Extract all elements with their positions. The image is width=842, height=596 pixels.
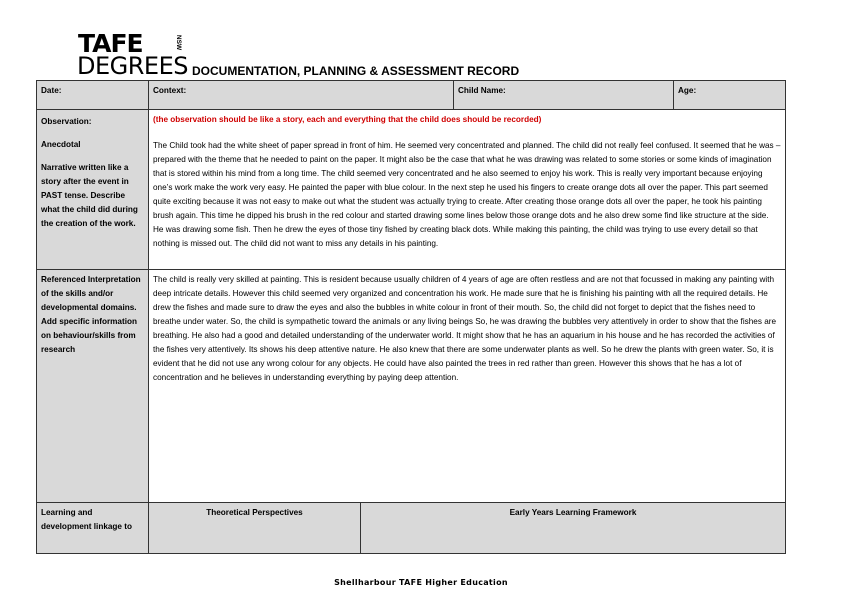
narrative-instructions: Narrative written like a story after the event in PAST tense. Describe what the child did during the creation of the work. (41, 163, 138, 228)
logo-nsw-text: NSW (175, 34, 183, 51)
logo-degrees-text: DEGREES (77, 52, 188, 80)
anecdotal-label: Anecdotal (41, 140, 81, 149)
logo-tafe-text: TAFE (78, 29, 143, 58)
observation-label: Observation: (41, 117, 92, 126)
observation-row (37, 110, 786, 270)
page-footer: Shellharbour TAFE Higher Education (334, 578, 508, 587)
child-name-cell[interactable]: Child Name: (454, 81, 674, 110)
theoretical-perspectives-heading: Theoretical Perspectives (206, 508, 303, 517)
header-row (37, 81, 786, 110)
document-title: DOCUMENTATION, PLANNING & ASSESSMENT RECORD (192, 64, 520, 78)
interpretation-label-cell (37, 270, 149, 503)
context-cell[interactable]: Context: (149, 81, 454, 110)
interpretation-row (37, 270, 786, 503)
observation-text-cell[interactable] (149, 110, 786, 270)
observation-label-cell (37, 110, 149, 270)
date-cell[interactable]: Date: (37, 81, 149, 110)
linkage-label-cell (37, 503, 149, 554)
theoretical-perspectives-cell[interactable] (149, 503, 361, 554)
record-table (36, 80, 786, 554)
eylf-cell[interactable] (361, 503, 786, 554)
interpretation-label: Referenced Interpretation of the skills and/or developmental domains. Add specific information on behaviour/skills from research (41, 275, 141, 354)
interpretation-text-cell[interactable] (149, 270, 786, 503)
age-cell[interactable]: Age: (674, 81, 786, 110)
observation-instruction: (the observation should be like a story, each and everything that the child does should be recorded) (153, 115, 542, 124)
linkage-label: Learning and development linkage to (41, 508, 132, 531)
eylf-heading: Early Years Learning Framework (509, 508, 637, 517)
interpretation-text: The child is really very skilled at painting. This is resident because usually children of 4 years of age are often restless and are not that focussed in making any painting with deep intricate details. However this child seemed very organized and concentration his work. He made sure that he is finishing his painting with all the required details. He drew the fishes and made sure to draw the eyes and also the bubbles in white colour in front of their mouth. So, the child did not forget to depict that the fishes need to breathe under water. So, the child is sympathetic toward the animals or any living beings So, he was drawing the bubbles very attentively in order to show that the fishes are breathing. He also had a good and detailed understanding of the underwater world. It might show that he has an aquarium in his house and he has recorded the activities of the fishes very attentively. Its shows his deep attentive nature. He also knew that there are some underwater plants as well. So he drew the plants with green water. So, it is evident that he did not use any wrong colour for any objects. He could have also painted the trees in red rather than green. However this shows that he has a lot of concentration and he believes in understanding everything by paying deep attention. (153, 275, 777, 382)
observation-text: The Child took had the white sheet of paper spread in front of him. He seemed very concentrated and planned. The child did not really feel confused. It seemed that he was –prepared with the theme that he needed to paint on the paper. It might also be the case that what he was drawing was related to some stories or some kinds of imagination that is stored within his mind from a long time. The child seemed very concentrated and he also seemed to enjoy his work. This is really very important because enjoying one’s work make the work very easy. He painted the paper with blue colour. In the next step he used his fingers to create orange dots all over the paper. This part seemed quite exciting because it was not easy to make out what the student was actually trying to create. After creating those orange dots all over the paper, he took his painting brush again. This time he dipped his brush in the red colour and started drawing some lines below those orange dots and he also drew some find like structure at the side. He was drawing some fish. Then he drew the eyes of those tiny fished by creating black dots. While making this painting, the child was trying to use every detail so that nothing is missed out. The child did not want to miss any details in his painting. (153, 141, 781, 248)
linkage-row (37, 503, 786, 554)
